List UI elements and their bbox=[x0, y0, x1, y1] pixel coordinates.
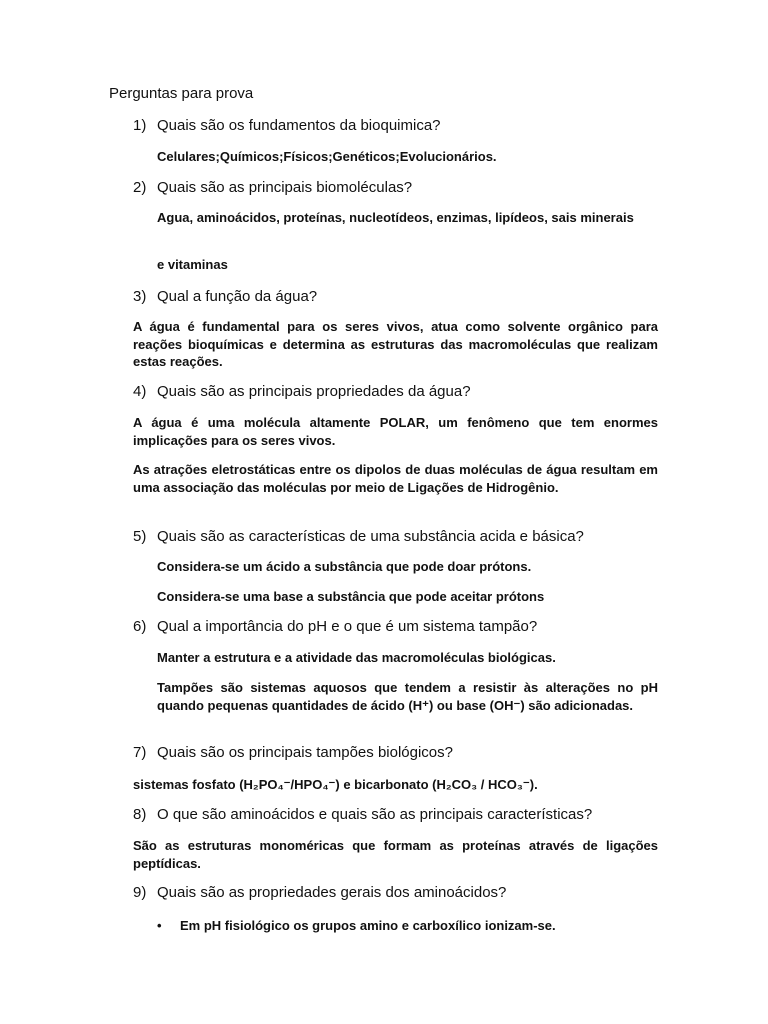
question-text: Quais são os fundamentos da bioquimica? bbox=[157, 117, 441, 134]
page-title: Perguntas para prova bbox=[109, 85, 254, 102]
question-text: Quais são os principais tampões biológicos? bbox=[157, 744, 453, 761]
question-text: Quais são as características de uma substância acida e básica? bbox=[157, 528, 584, 545]
question-number: 1) bbox=[133, 117, 147, 134]
answer-3: A água é fundamental para os seres vivos, atua como solvente orgânico para reações bioquímicas e determina as estruturas das macromoléculas que realizam estas reações. bbox=[133, 319, 658, 369]
answer-5a: Considera-se um ácido a substância que pode doar prótons. bbox=[157, 559, 532, 574]
question-text: Qual a função da água? bbox=[157, 288, 318, 305]
question-1 bbox=[133, 117, 441, 134]
question-9 bbox=[133, 884, 506, 901]
question-number: 8) bbox=[133, 806, 147, 823]
question-text: Qual a importância do pH e o que é um sistema tampão? bbox=[157, 618, 538, 635]
question-7 bbox=[133, 744, 453, 761]
question-8 bbox=[133, 806, 592, 823]
question-3 bbox=[133, 288, 317, 305]
answer-6a: Manter a estrutura e a atividade das macromoléculas biológicas. bbox=[157, 650, 556, 665]
question-text: Quais são as propriedades gerais dos aminoácidos? bbox=[157, 884, 507, 901]
question-number: 7) bbox=[133, 744, 147, 761]
question-number: 9) bbox=[133, 884, 147, 901]
answer-2a: Agua, aminoácidos, proteínas, nucleotídeos, enzimas, lipídeos, sais minerais bbox=[157, 210, 634, 225]
answer-5b: Considera-se uma base a substância que pode aceitar prótons bbox=[157, 589, 545, 604]
bullet-icon: • bbox=[157, 918, 162, 933]
question-4 bbox=[133, 383, 471, 400]
question-text: O que são aminoácidos e quais são as principais características? bbox=[157, 806, 593, 823]
bullet-item bbox=[157, 918, 556, 933]
answer-4b: As atrações eletrostáticas entre os dipolos de duas moléculas de água resultam em uma associação das moléculas por meio de Ligações de Hidrogênio. bbox=[133, 462, 658, 495]
answer-2b: e vitaminas bbox=[157, 257, 228, 272]
question-number: 6) bbox=[133, 618, 147, 635]
answer-1: Celulares;Químicos;Físicos;Genéticos;Evolucionários. bbox=[157, 149, 497, 164]
question-2 bbox=[133, 179, 412, 196]
question-5 bbox=[133, 528, 584, 545]
question-text: Quais são as principais propriedades da água? bbox=[157, 383, 471, 400]
question-6 bbox=[133, 618, 537, 635]
question-number: 3) bbox=[133, 288, 147, 305]
bullet-text: Em pH fisiológico os grupos amino e carboxílico ionizam-se. bbox=[180, 918, 556, 933]
answer-6b: Tampões são sistemas aquosos que tendem a resistir às alterações no pH quando pequenas quantidades de ácido (H⁺) ou base (OH⁻) são adicionadas. bbox=[157, 680, 658, 713]
question-number: 2) bbox=[133, 179, 147, 196]
answer-4a: A água é uma molécula altamente POLAR, um fenômeno que tem enormes implicações para os seres vivos. bbox=[133, 415, 658, 448]
question-number: 5) bbox=[133, 528, 147, 545]
question-number: 4) bbox=[133, 383, 147, 400]
answer-8: São as estruturas monoméricas que formam as proteínas através de ligações peptídicas. bbox=[133, 838, 658, 871]
answer-7: sistemas fosfato (H₂PO₄⁻/HPO₄⁻) e bicarbonato (H₂CO₃ / HCO₃⁻). bbox=[133, 777, 538, 792]
question-text: Quais são as principais biomoléculas? bbox=[157, 179, 413, 196]
